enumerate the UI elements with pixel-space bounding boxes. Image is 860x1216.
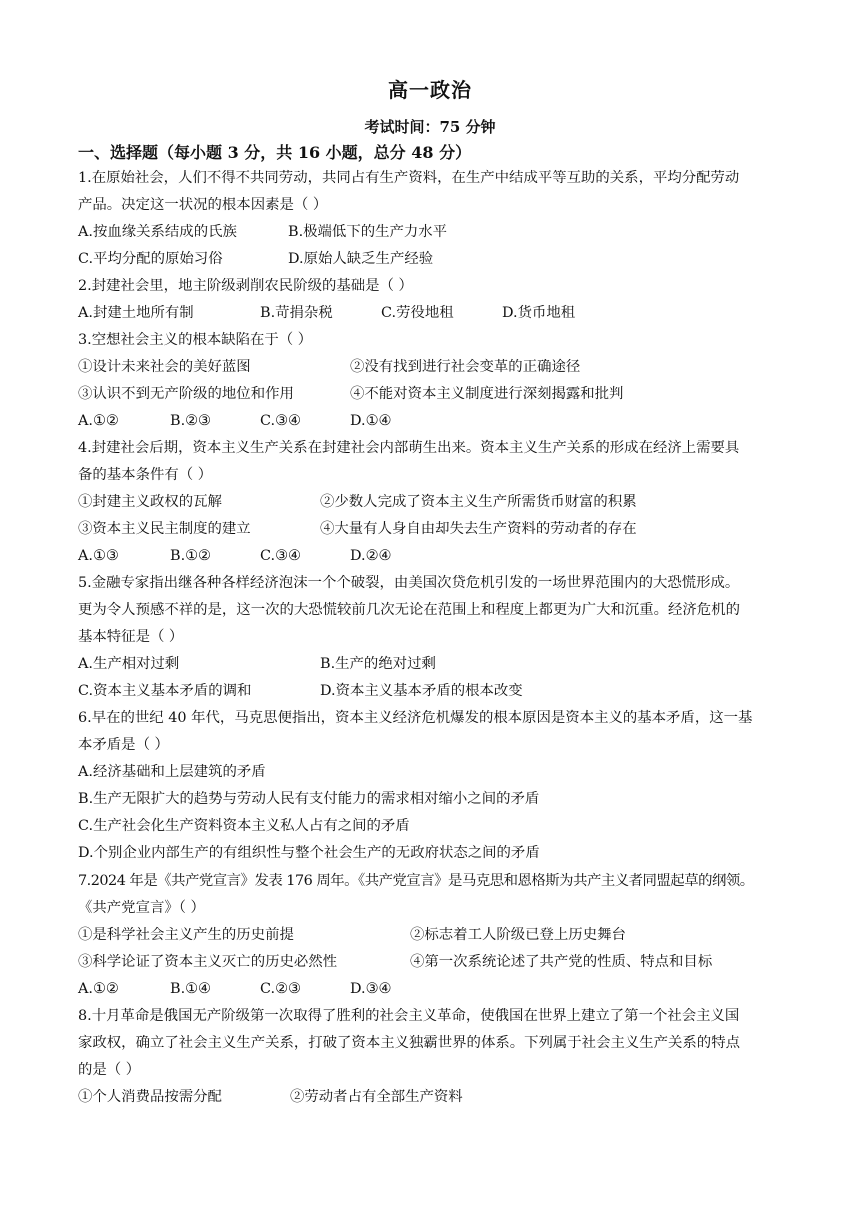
question-4-stem-line-2: 备的基本条件有（ ） bbox=[78, 467, 213, 483]
exam-time: 考试时间：75 分钟 bbox=[364, 118, 496, 136]
question-4-item-2: ②少数人完成了资本主义生产所需货币财富的积累 bbox=[320, 494, 637, 510]
question-2-option-a: A.封建土地所有制 bbox=[78, 305, 194, 321]
question-1-option-d: D.原始人缺乏生产经验 bbox=[288, 251, 434, 267]
question-4-item-4: ④大量有人身自由却失去生产资料的劳动者的存在 bbox=[320, 521, 637, 537]
question-1-option-a: A.按血缘关系结成的氏族 bbox=[78, 224, 237, 240]
question-1-option-c: C.平均分配的原始习俗 bbox=[78, 251, 223, 267]
question-1-option-b: B.极端低下的生产力水平 bbox=[288, 224, 448, 240]
question-3-option-a: A.①② bbox=[78, 413, 119, 429]
section-heading: 一、选择题（每小题 3 分，共 16 小题，总分 48 分） bbox=[78, 143, 472, 162]
question-5-stem-line-2: 更为令人预感不祥的是，这一次的大恐慌较前几次无论在范围上和程度上都更为广大和沉重。经济危机的 bbox=[78, 602, 740, 618]
question-7-stem-line-1: 7.2024 年是《共产党宣言》发表 176 周年。《共产党宣言》是马克思和恩格斯为共产主义者同盟起草的纲领。 bbox=[78, 873, 754, 889]
question-6-stem-line-1: 6.早在的世纪 40 年代，马克思便指出，资本主义经济危机爆发的根本原因是资本主义的基本矛盾，这一基 bbox=[78, 710, 753, 726]
question-7-option-d: D.③④ bbox=[350, 981, 392, 997]
question-4-item-3: ③资本主义民主制度的建立 bbox=[78, 521, 251, 537]
question-5-option-b: B.生产的绝对过剩 bbox=[320, 656, 436, 672]
question-7-option-b: B.①④ bbox=[170, 981, 211, 997]
question-3-option-b: B.②③ bbox=[170, 413, 211, 429]
question-6-option-d: D.个别企业内部生产的有组织性与整个社会生产的无政府状态之间的矛盾 bbox=[78, 845, 540, 861]
question-4-item-1: ①封建主义政权的瓦解 bbox=[78, 494, 222, 510]
question-2-option-d: D.货币地租 bbox=[502, 305, 576, 321]
question-3-option-d: D.①④ bbox=[350, 413, 392, 429]
page-title: 高一政治 bbox=[388, 78, 472, 102]
question-8-item-1: ①个人消费品按需分配 bbox=[78, 1089, 222, 1105]
question-4-option-b: B.①② bbox=[170, 548, 211, 564]
question-8-stem-line-2: 家政权，确立了社会主义生产关系，打破了资本主义独霸世界的体系。下列属于社会主义生产关系的特点 bbox=[78, 1035, 740, 1051]
question-6-stem-line-2: 本矛盾是（ ） bbox=[78, 737, 169, 753]
question-7-item-1: ①是科学社会主义产生的历史前提 bbox=[78, 927, 294, 943]
question-5-stem-line-3: 基本特征是（ ） bbox=[78, 629, 184, 645]
question-1-stem-line-2: 产品。决定这一状况的根本因素是（ ） bbox=[78, 197, 328, 213]
question-2-option-c: C.劳役地租 bbox=[381, 305, 454, 321]
question-5-option-d: D.资本主义基本矛盾的根本改变 bbox=[320, 683, 523, 699]
question-1-stem-line-1: 1.在原始社会，人们不得不共同劳动，共同占有生产资料，在生产中结成平等互助的关系，平均分配劳动 bbox=[78, 170, 740, 186]
question-3-item-1: ①设计未来社会的美好蓝图 bbox=[78, 359, 251, 375]
question-8-stem-line-3: 的是（ ） bbox=[78, 1062, 141, 1078]
question-4-stem-line-1: 4.封建社会后期，资本主义生产关系在封建社会内部萌生出来。资本主义生产关系的形成在经济上需要具 bbox=[78, 440, 740, 456]
question-4-option-a: A.①③ bbox=[78, 548, 119, 564]
question-7-stem-line-2: 《共产党宣言》（ ） bbox=[78, 900, 205, 916]
question-4-option-c: C.③④ bbox=[260, 548, 301, 564]
question-8-stem-line-1: 8.十月革命是俄国无产阶级第一次取得了胜利的社会主义革命，使俄国在世界上建立了第一个社会主义国 bbox=[78, 1008, 740, 1024]
question-7-item-2: ②标志着工人阶级已登上历史舞台 bbox=[410, 927, 626, 943]
question-4-option-d: D.②④ bbox=[350, 548, 392, 564]
question-7-item-4: ④第一次系统论述了共产党的性质、特点和目标 bbox=[410, 954, 713, 970]
question-5-option-a: A.生产相对过剩 bbox=[78, 656, 180, 672]
question-6-option-b: B.生产无限扩大的趋势与劳动人民有支付能力的需求相对缩小之间的矛盾 bbox=[78, 791, 540, 807]
question-8-item-2: ②劳动者占有全部生产资料 bbox=[290, 1089, 463, 1105]
question-3-stem-line-1: 3.空想社会主义的根本缺陷在于（ ） bbox=[78, 332, 313, 348]
question-3-item-2: ②没有找到进行社会变革的正确途径 bbox=[350, 359, 581, 375]
question-7-option-c: C.②③ bbox=[260, 981, 301, 997]
question-7-item-3: ③科学论证了资本主义灭亡的历史必然性 bbox=[78, 954, 338, 970]
question-2-option-b: B.苛捐杂税 bbox=[260, 305, 333, 321]
question-6-option-c: C.生产社会化生产资料资本主义私人占有之间的矛盾 bbox=[78, 818, 410, 834]
question-6-option-a: A.经济基础和上层建筑的矛盾 bbox=[78, 764, 266, 780]
question-3-option-c: C.③④ bbox=[260, 413, 301, 429]
question-3-item-3: ③认识不到无产阶级的地位和作用 bbox=[78, 386, 294, 402]
question-7-option-a: A.①② bbox=[78, 981, 119, 997]
question-5-option-c: C.资本主义基本矛盾的调和 bbox=[78, 683, 252, 699]
question-3-item-4: ④不能对资本主义制度进行深刻揭露和批判 bbox=[350, 386, 624, 402]
question-5-stem-line-1: 5.金融专家指出继各种各样经济泡沫一个个破裂，由美国次贷危机引发的一场世界范围内的大恐慌形成。 bbox=[78, 575, 740, 591]
question-2-stem-line-1: 2.封建社会里，地主阶级剥削农民阶级的基础是（ ） bbox=[78, 278, 413, 294]
